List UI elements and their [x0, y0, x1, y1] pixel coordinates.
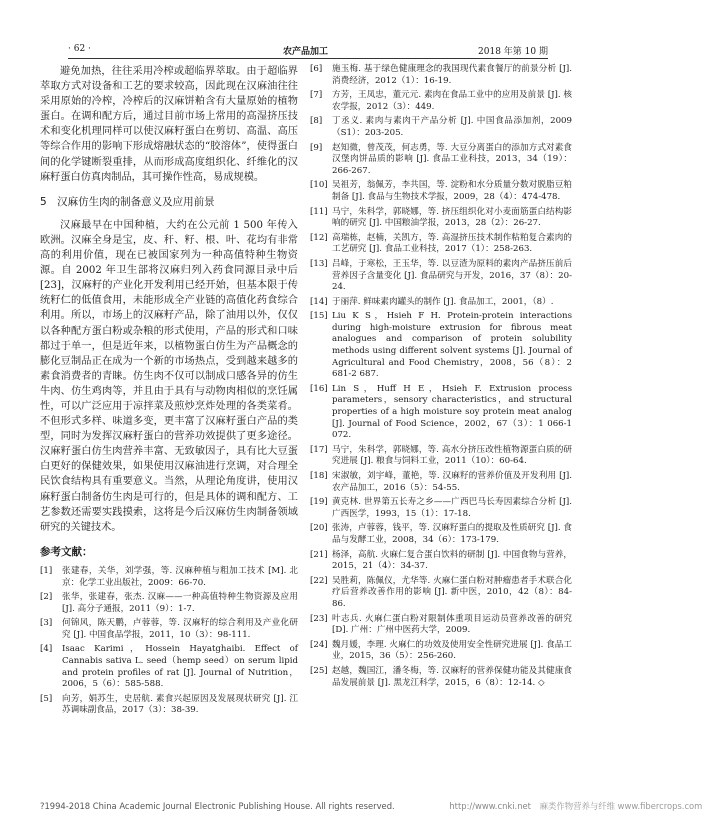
reference-item	[310, 471, 572, 494]
reference-number: [19]	[310, 497, 328, 508]
reference-text: 施玉梅. 基于绿色健康理念的我国现代素食餐厅的前景分析 [J]. 消费经济，2012（1）：16-19.	[332, 64, 572, 86]
reference-number: [23]	[310, 613, 328, 624]
reference-number: [16]	[310, 383, 328, 394]
reference-number: [8]	[310, 116, 323, 127]
reference-number: [21]	[310, 549, 328, 560]
reference-number: [18]	[310, 471, 328, 481]
left-column	[40, 64, 298, 720]
running-header	[68, 44, 548, 59]
reference-list-left	[40, 566, 298, 717]
reference-item	[310, 207, 572, 230]
reference-text: 张建春，关华，刘学强，等. 汉麻种植与粗加工技术 [M]. 北京：化学工业出版社，2009：66-70.	[62, 565, 298, 588]
reference-item	[310, 497, 572, 520]
reference-text: 于丽萍. 鲜味素肉罐头的制作 [J]. 食品加工，2001，（8）.	[332, 296, 554, 307]
reference-number: [25]	[310, 665, 328, 676]
reference-item	[310, 64, 572, 87]
reference-item	[310, 180, 572, 203]
reference-text: 宋淑敏，刘宇峰，董艳，等. 汉麻籽的营养价值及开发利用 [J]. 农产品加工，2016（5）：54-55.	[332, 471, 572, 493]
cnki-link[interactable]: http://www.cnki.net	[449, 801, 531, 811]
reference-text: 魏月媛，李理. 火麻仁的功效及使用安全性研究进展 [J]. 食品工业，2015，36（5）：256-260.	[332, 639, 572, 662]
page-number: · 62 ·	[68, 44, 91, 54]
reference-item	[40, 566, 298, 589]
reference-text: Liu K S，Hsieh F H. Protein-protein interactions during high-moisture extrusion for fibrous meat analogues and comparison of protein solubility methods using different solvent systems [J]. Journal of Agricultural and Food Chemistry，2008，56（8）：2 681-2 687.	[332, 311, 572, 380]
reference-number: [6]	[310, 64, 323, 74]
reference-text: 丁丞义. 素肉与素肉干产品分析 [J]. 中国食品添加剂，2009（S1）：203-205.	[332, 116, 572, 138]
intro-paragraph: 避免加热，往往采用冷榨或超临界萃取。由于超临界萃取方式对设备和工艺的要求较高，因此现在汉麻油往往采用原始的冷榨，冷榨后的汉麻饼粕含有大量原始的植物蛋白。在调和配方后，通过目前市场上常用的高湿挤压技术和变化机理同样可以使汉麻籽蛋白在剪切、高温、高压等综合作用的影响下形成熔融状态的“胶溶体”，使得蛋白间的化学键断裂重排，从而形成高度组织化、纤维化的汉麻籽蛋白仿真肉制品，其可操作性高，易成规模。	[40, 66, 298, 183]
section-title: 5 汉麻仿生肉的制备意义及应用前景	[40, 195, 215, 208]
reference-number: [2]	[40, 592, 53, 603]
copyright-notice: ?1994-2018 China Academic Journal Electronic Publishing House. All rights reserved.	[40, 801, 395, 811]
reference-text: 黄克林. 世界第五长寿之乡——广西巴马长寿因素综合分析 [J]. 广西医学，1993，15（1）：17-18.	[332, 497, 572, 519]
section-paragraph: 汉麻最早在中国种植，大约在公元前 1 500 年传入欧洲。汉麻全身是宝，皮、秆、籽、根、叶、花均有非常高的利用价值，现在已被国家列为一种高值特种生物资源。自 2002 年卫生部将汉麻归列入药食同源目录中后[23]，汉麻籽的产业化开发利用已经开始，但基本限于传统籽仁的低值食用，未能形成全产业链的高值化药食综合利用。所以，市场上的汉麻籽产品，除了油用以外，仅仅以各种配方蛋白粉或杂粮的形式使用，产品的形式和口味都过于单一，但是近年来，以植物蛋白仿生为产品概念的膨化豆制品正在成为一个新的市场热点，受到越来越多的素食消费者的青睐。仿生肉不仅可以制成口感各异的仿生牛肉、仿生鸡肉等，并且由于具有与动物肉相似的烹饪属性，可以广泛应用于凉拌菜及煎炒烹炸处理的各类菜肴。不但形式多样、味道多变，更丰富了汉麻籽蛋白产品的类型，同时为发挥汉麻籽蛋白的营养功效提供了更多途径。汉麻籽蛋白仿生肉营养丰富、无致敏因子，具有比大豆蛋白更好的保健效果，如果使用汉麻油进行烹调，对合理全民饮食结构具有重要意义。当然，从理论角度讲，使用汉麻籽蛋白制备仿生肉是可行的，但是具体的调和配方、工艺参数还需要实践摸索，这将是今后汉麻仿生肉制备领域研究的关键技术。	[40, 219, 298, 533]
reference-number: [3]	[40, 618, 53, 629]
page-footer	[40, 800, 702, 812]
reference-number: [22]	[310, 575, 328, 586]
reference-item	[310, 640, 572, 663]
reference-number: [4]	[40, 644, 53, 655]
reference-item	[310, 143, 572, 178]
reference-number: [15]	[310, 311, 328, 322]
reference-item	[310, 384, 572, 442]
reference-number: [14]	[310, 296, 328, 307]
journal-name: 农产品加工	[283, 47, 329, 57]
references-heading: 参考文献：	[40, 545, 93, 558]
reference-text: Lin S，Huff H E，Hsieh F. Extrusion process parameters，sensory characteristics，and structural properties of a high moisture soy protein meat analog [J]. Journal of Food Science，2002，67（3）：1 066-1 072.	[332, 383, 572, 441]
reference-item	[310, 116, 572, 139]
reference-number: [17]	[310, 444, 328, 455]
reference-text: Isaac Karimi，Hossein Hayatghaibi. Effect of Cannabis sativa L. seed（hemp seed）on serum lipid and protein profiles of rat [J]. Journal of Nutrition，2006，5（6）：585-588.	[62, 644, 298, 690]
reference-number: [5]	[40, 693, 53, 704]
reference-text: 高瑞栋，赵楠，关凯方，等. 高湿挤压技术制作粘粕复合素肉的工艺研究 [J]. 食品工业科技，2017（1）：258-263.	[332, 232, 572, 255]
watermark: 麻类作物营养与纤维 www.fibercrops.com	[539, 801, 702, 811]
reference-number: [7]	[310, 90, 323, 101]
reference-item	[310, 259, 572, 294]
reference-text: 杨泽，高航. 火麻仁复合蛋白饮料的研制 [J]. 中国食物与营养，2015，21（4）：34-37.	[332, 549, 572, 572]
reference-item	[310, 523, 572, 546]
reference-number: [20]	[310, 523, 328, 534]
reference-text: 马宁，朱科学，郭晓娜，等. 挤压组织化对小麦面筋蛋白结构影响的研究 [J]. 中国粮油学报，2013，28（2）：26-27.	[332, 206, 572, 229]
reference-item	[310, 90, 572, 113]
reference-item	[40, 618, 298, 641]
reference-text: 何锦风，陈天鹏，卢蓉蓉，等. 汉麻籽的综合利用及产业化研究 [J]. 中国食品学报，2011，10（3）：98-111.	[62, 618, 298, 640]
reference-number: [10]	[310, 180, 328, 191]
reference-text: 吕峰，于寒松，王玉华，等. 以豆渣为原料的素肉产品挤压前后营养因子含量变化 [J]. 食品研究与开发，2016，37（8）：20-24.	[332, 258, 572, 293]
reference-item	[40, 694, 298, 717]
reference-item	[310, 445, 572, 468]
reference-number: [12]	[310, 232, 328, 243]
reference-item	[310, 666, 572, 689]
reference-text: 赵知微，曾茂茂，何志勇，等. 大豆分离蛋白的添加方式对素食汉堡肉饼品质的影响 [J]. 食品工业科技，2013，34（19）：266-267.	[332, 142, 572, 176]
reference-number: [9]	[310, 142, 323, 153]
reference-number: [24]	[310, 639, 328, 650]
reference-list-right	[310, 64, 572, 689]
reference-item	[310, 297, 572, 309]
reference-text: 方芳，王凤忠，董元元. 素肉在食品工业中的应用及前景 [J]. 核农学报，2012（3）：449.	[332, 90, 572, 112]
reference-item	[310, 311, 572, 381]
reference-text: 马宁，朱科学，郭晓娜，等. 高水分挤压改性植物源蛋白质的研究进展 [J]. 粮食与饲料工业，2011（10）：60-64.	[332, 444, 572, 467]
reference-number: [13]	[310, 258, 328, 269]
reference-text: 张涛，卢蓉蓉，钱平，等. 汉麻籽蛋白的提取及性质研究 [J]. 食品与发酵工业，2008，34（6）：173-179.	[332, 523, 572, 545]
reference-item	[40, 644, 298, 690]
reference-text: 吴祖芳，翁佩芳，李共国，等. 淀粉和水分质量分数对脱脂豆粕制备 [J]. 食品与生物技术学报，2009，28（4）：474-478.	[332, 180, 572, 202]
reference-number: [1]	[40, 565, 53, 576]
reference-number: [11]	[310, 206, 328, 217]
reference-item	[310, 550, 572, 573]
right-column	[310, 64, 572, 692]
reference-text: 赵越，魏国江，潘冬梅，等. 汉麻籽的营养保健功能及其健康食品发展前景 [J]. 黑龙江科学，2015，6（8）：12-14. ◇	[332, 665, 572, 688]
reference-item	[40, 592, 298, 615]
reference-text: 向芳，娟苏生，史居航. 素食兴起原因及发展现状研究 [J]. 江苏调味副食品，2017（3）：38-39.	[62, 693, 298, 716]
reference-text: 叶志兵. 火麻仁蛋白粉对限制体重项目运动员营养改善的研究 [D]. 广州：广州中医药大学，2009.	[332, 613, 572, 636]
issue-label: 2018 年第 10 期	[478, 47, 548, 57]
reference-item	[310, 233, 572, 256]
reference-item	[310, 614, 572, 637]
reference-text: 吴胜莉，陈佩仪，尤华等. 火麻仁蛋白粉对肿瘤患者手术联合化疗后营养改善作用的影响 [J]. 新中医，2010，42（8）：84-86.	[332, 575, 572, 609]
reference-item	[310, 576, 572, 611]
reference-text: 张华，张建春，张杰. 汉麻——一种高值特种生物资源及应用 [J]. 高分子通报，2011（9）：1-7.	[62, 592, 298, 614]
